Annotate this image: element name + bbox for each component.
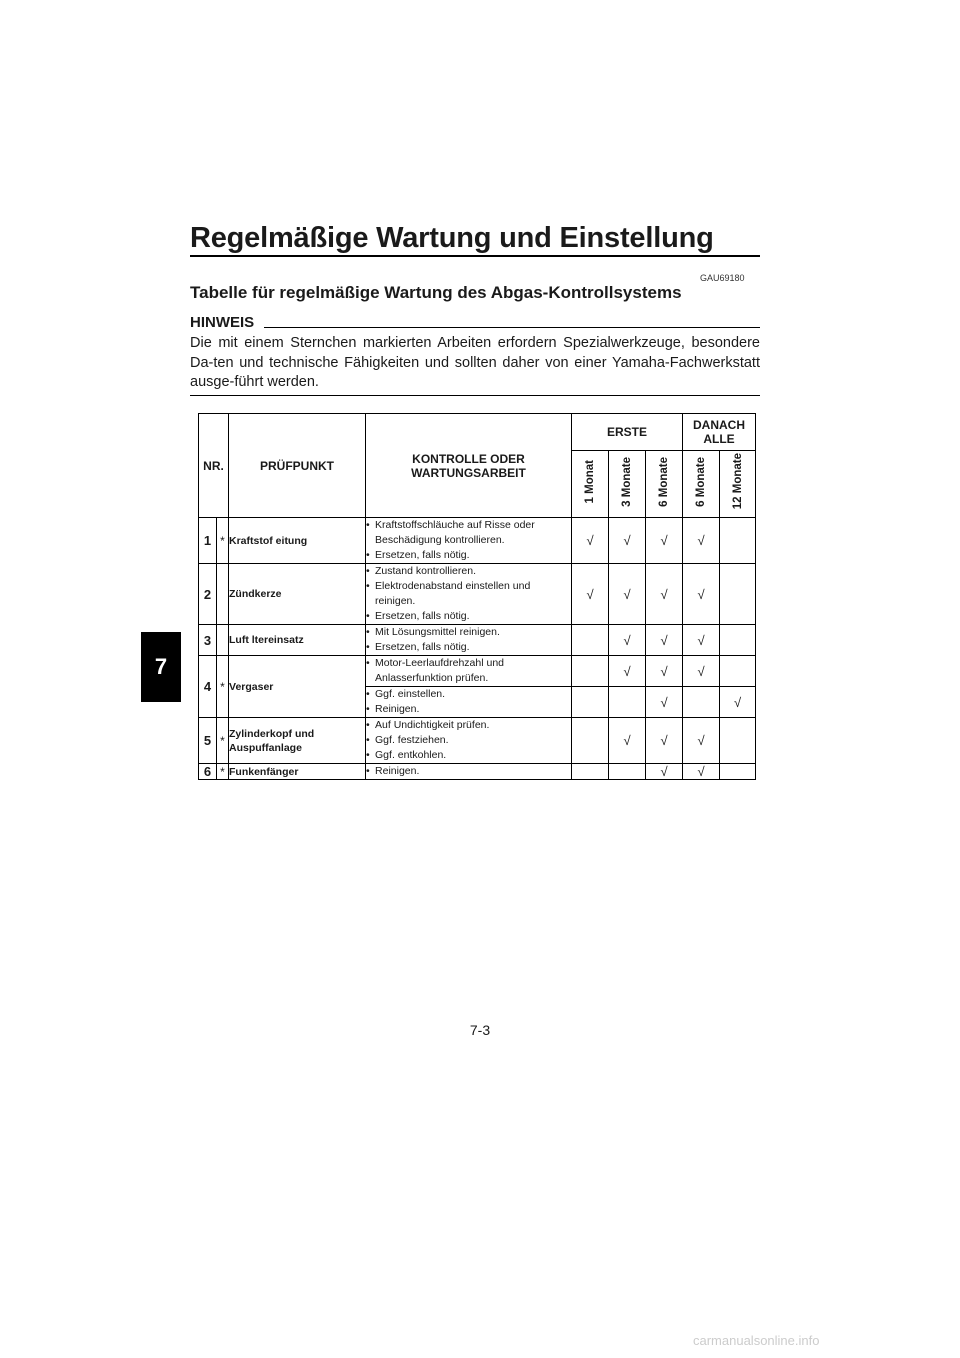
interval-label: 3 Monate <box>621 456 634 507</box>
check-mark <box>572 625 609 656</box>
row-number: 6 <box>199 764 217 780</box>
watermark: carmanualsonline.info <box>693 1333 820 1348</box>
interval-header <box>609 451 646 518</box>
document-code: GAU69180 <box>700 273 745 283</box>
title-divider <box>190 255 760 257</box>
chapter-tab: 7 <box>141 632 181 702</box>
check-mark: √ <box>609 718 646 764</box>
table-row <box>199 625 756 656</box>
task-entry: • Ggf. einstellen. <box>366 687 571 702</box>
check-mark <box>720 764 756 780</box>
task-list <box>366 564 572 625</box>
check-mark <box>609 687 646 718</box>
interval-header <box>720 451 756 518</box>
maintenance-table <box>198 413 756 780</box>
section-title: Tabelle für regelmäßige Wartung des Abgas-Kontrollsystems <box>190 283 682 302</box>
row-number: 2 <box>199 564 217 625</box>
special-tool-marker: * <box>217 518 229 564</box>
table-row <box>199 564 756 625</box>
check-mark: √ <box>609 625 646 656</box>
task-entry: • Ersetzen, falls nötig. <box>366 640 571 655</box>
task-list <box>366 718 572 764</box>
header-nr: NR. <box>199 414 229 518</box>
special-tool-marker <box>217 625 229 656</box>
check-mark: √ <box>646 625 683 656</box>
header-danach: DANACH ALLE <box>683 414 756 451</box>
check-mark: √ <box>683 625 720 656</box>
check-mark <box>720 625 756 656</box>
page-number: 7-3 <box>469 1022 491 1038</box>
special-tool-marker <box>217 564 229 625</box>
header-erste: ERSTE <box>572 414 683 451</box>
task-entry: • Mit Lösungsmittel reinigen. <box>366 625 571 640</box>
note-text: Die mit einem Sternchen markierten Arbeiten erfordern Spezialwerkzeuge, besondere Da-ten und technische Fähigkeiten und sollten daher von einer Yamaha-Fachwerkstatt ausge-führt werden. <box>190 335 760 390</box>
check-mark <box>683 687 720 718</box>
check-item: Funkenfänger <box>229 764 366 780</box>
check-mark: √ <box>646 687 683 718</box>
table-row <box>199 656 756 687</box>
check-mark <box>720 656 756 687</box>
interval-header <box>683 451 720 518</box>
check-mark: √ <box>646 764 683 780</box>
check-mark <box>720 564 756 625</box>
check-mark <box>572 687 609 718</box>
check-mark: √ <box>572 564 609 625</box>
note-divider <box>264 327 760 328</box>
check-item: Kraftstof eitung <box>229 518 366 564</box>
interval-label: 6 Monate <box>695 456 708 507</box>
table-row <box>199 764 756 780</box>
check-mark <box>572 718 609 764</box>
check-mark <box>720 718 756 764</box>
check-mark: √ <box>609 564 646 625</box>
interval-header <box>572 451 609 518</box>
special-tool-marker: * <box>217 764 229 780</box>
check-item: Zündkerze <box>229 564 366 625</box>
interval-header <box>646 451 683 518</box>
check-mark: √ <box>646 656 683 687</box>
task-entry: • Ersetzen, falls nötig. <box>366 548 571 563</box>
row-number: 3 <box>199 625 217 656</box>
check-mark: √ <box>683 764 720 780</box>
check-mark: √ <box>683 718 720 764</box>
check-item: Vergaser <box>229 656 366 718</box>
row-number: 4 <box>199 656 217 718</box>
task-entry: • Reinigen. <box>366 764 571 779</box>
check-mark: √ <box>646 564 683 625</box>
check-mark: √ <box>646 718 683 764</box>
special-tool-marker: * <box>217 718 229 764</box>
task-entry: • Zustand kontrollieren. <box>366 564 571 579</box>
task-entry: • Reinigen. <box>366 702 571 717</box>
page-title: Regelmäßige Wartung und Einstellung <box>190 222 714 254</box>
check-mark: √ <box>683 564 720 625</box>
check-mark: √ <box>609 518 646 564</box>
note-label: HINWEIS <box>190 314 255 331</box>
task-entry: • Ersetzen, falls nötig. <box>366 609 571 624</box>
interval-label: 12 Monate <box>731 453 744 510</box>
task-entry: • Kraftstoffschläuche auf Risse oder Beschädigung kontrollieren. <box>366 518 571 548</box>
check-item: Zylinderkopf und Auspuffanlage <box>229 718 366 764</box>
check-mark: √ <box>646 518 683 564</box>
header-task: KONTROLLE ODER WARTUNGSARBEIT <box>366 414 572 518</box>
task-list <box>366 764 572 780</box>
check-mark: √ <box>609 656 646 687</box>
task-entry: • Elektrodenabstand einstellen und reinigen. <box>366 579 571 609</box>
check-mark <box>720 518 756 564</box>
special-tool-marker: * <box>217 656 229 718</box>
header-item: PRÜFPUNKT <box>229 414 366 518</box>
check-mark: √ <box>683 518 720 564</box>
task-entry: • Motor-Leerlaufdrehzahl und Anlasserfunktion prüfen. <box>366 656 571 686</box>
check-mark <box>572 764 609 780</box>
check-mark: √ <box>572 518 609 564</box>
task-entry: • Ggf. festziehen. <box>366 733 571 748</box>
task-entry: • Ggf. entkohlen. <box>366 748 571 763</box>
note-end-divider <box>190 395 760 396</box>
task-list <box>366 656 572 687</box>
interval-label: 1 Monat <box>584 459 597 504</box>
interval-label: 6 Monate <box>658 456 671 507</box>
row-number: 1 <box>199 518 217 564</box>
task-list <box>366 687 572 718</box>
check-mark <box>572 656 609 687</box>
table-row <box>199 718 756 764</box>
task-list <box>366 625 572 656</box>
row-number: 5 <box>199 718 217 764</box>
check-mark: √ <box>683 656 720 687</box>
table-row <box>199 518 756 564</box>
check-item: Luft ltereinsatz <box>229 625 366 656</box>
task-list <box>366 518 572 564</box>
task-entry: • Auf Undichtigkeit prüfen. <box>366 718 571 733</box>
check-mark: √ <box>720 687 756 718</box>
check-mark <box>609 764 646 780</box>
